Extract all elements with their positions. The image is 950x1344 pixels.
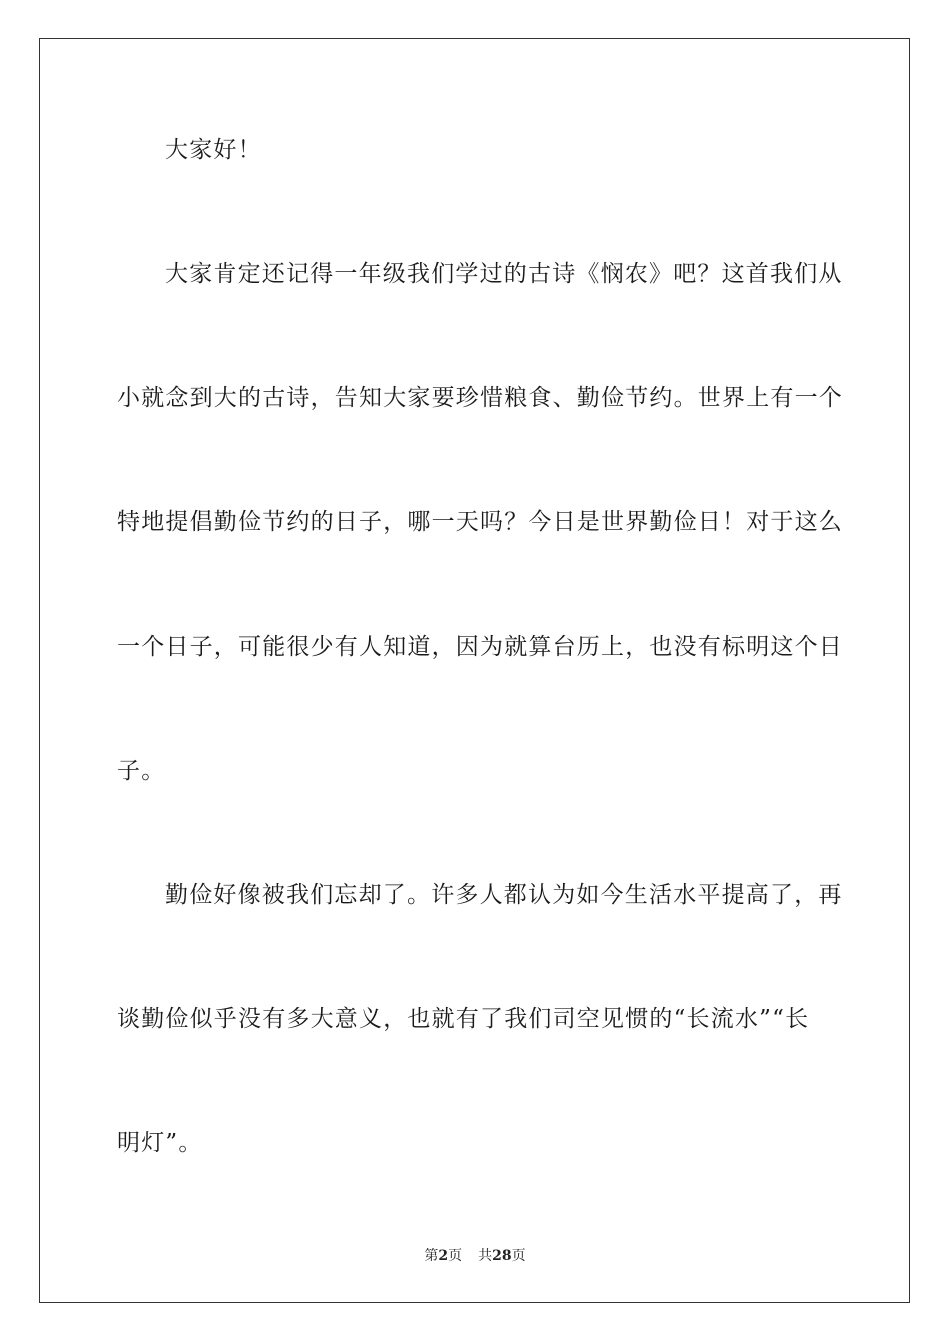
footer-page-number: 2 xyxy=(438,1248,449,1264)
paragraph-2-line-3: 明灯”。 xyxy=(117,1130,203,1156)
paragraph-1-line-5: 子。 xyxy=(117,758,166,784)
greeting-line: 大家好！ xyxy=(165,137,262,163)
footer-page-suffix: 页 xyxy=(448,1248,463,1264)
paragraph-1-line-4: 一个日子，可能很少有人知道，因为就算台历上，也没有标明这个日 xyxy=(117,634,843,660)
footer-page-prefix: 第 xyxy=(424,1248,439,1264)
footer-total-pages: 28 xyxy=(492,1248,512,1264)
paragraph-2-line-1: 勤俭好像被我们忘却了。许多人都认为如今生活水平提高了，再 xyxy=(165,882,843,908)
footer-total-prefix: 共 xyxy=(478,1248,493,1264)
page-border xyxy=(39,38,910,1303)
page-footer xyxy=(0,1247,950,1265)
paragraph-2-line-2: 谈勤俭似乎没有多大意义，也就有了我们司空见惯的“长流水”“长 xyxy=(117,1006,810,1032)
footer-total-suffix: 页 xyxy=(511,1248,526,1264)
paragraph-1-line-3: 特地提倡勤俭节约的日子，哪一天吗？今日是世界勤俭日！对于这么 xyxy=(117,509,843,535)
paragraph-1-line-1: 大家肯定还记得一年级我们学过的古诗《悯农》吧？这首我们从 xyxy=(165,261,843,287)
paragraph-1-line-2: 小就念到大的古诗，告知大家要珍惜粮食、勤俭节约。世界上有一个 xyxy=(117,385,843,411)
